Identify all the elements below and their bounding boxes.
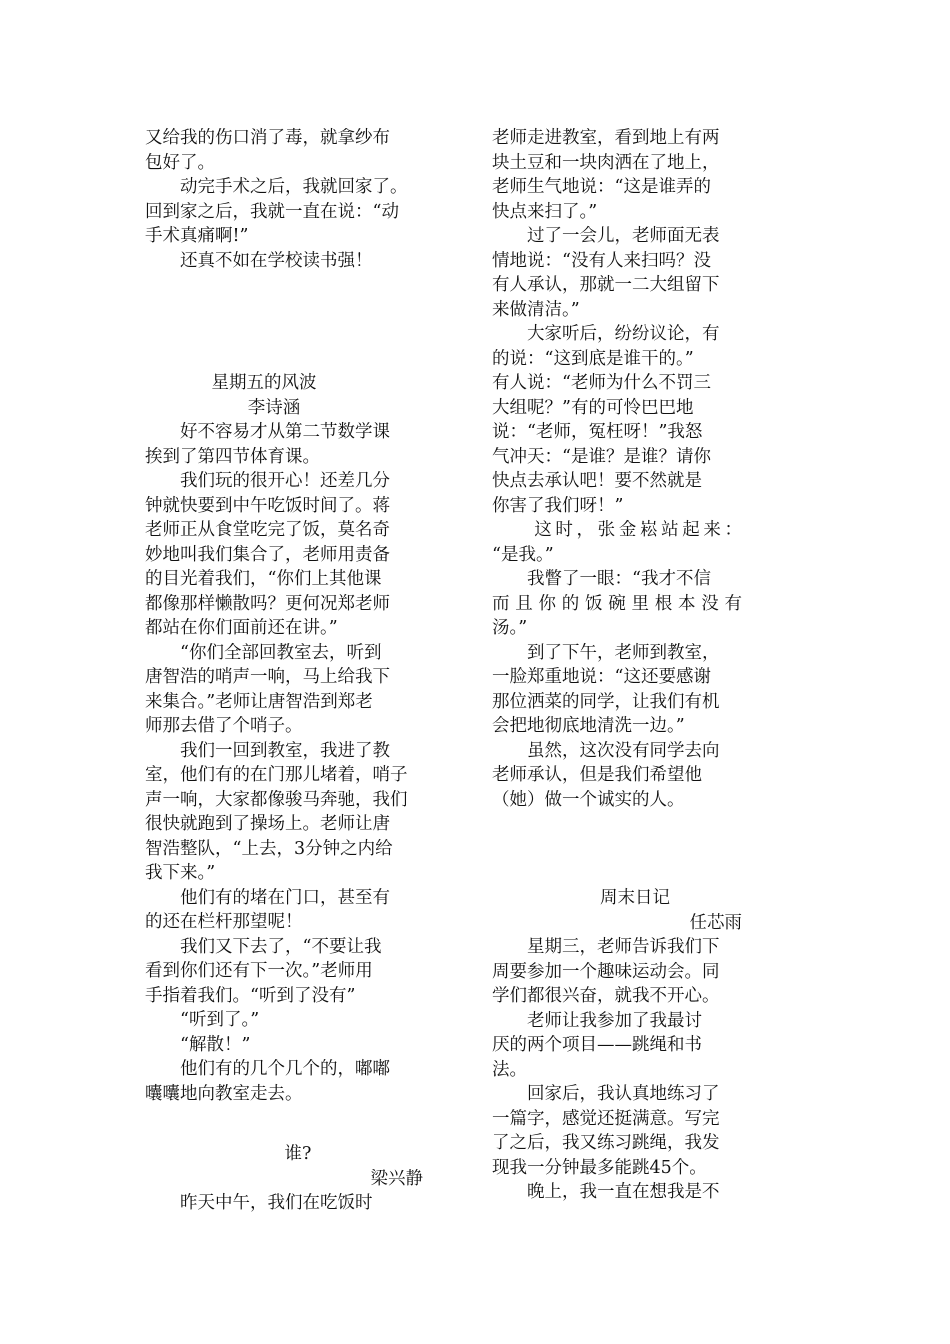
- text-line: 虽然，这次没有同学去向: [492, 740, 720, 761]
- text-line: 囔囔地向教室走去。: [145, 1083, 303, 1104]
- story-author: 梁兴静: [370, 1168, 423, 1189]
- text-line: 回到家之后，我就一直在说：“动: [145, 201, 399, 222]
- text-line: （她）做一个诚实的人。: [492, 789, 685, 810]
- text-line: 我下来。”: [145, 863, 216, 883]
- text-line: 到了下午，老师到教室，: [492, 642, 720, 663]
- text-line: 室，他们有的在门那儿堵着，哨子: [145, 765, 408, 785]
- text-line: 唐智浩的哨声一响，马上给我下: [145, 667, 390, 687]
- text-line: 的目光着我们，“你们上其他课: [145, 569, 382, 589]
- text-line: 晚上，我一直在想我是不: [492, 1182, 720, 1202]
- text-line: 他们有的几个几个的，嘟嘟: [145, 1059, 390, 1079]
- text-line: 老师走进教室，看到地上有两: [492, 128, 720, 148]
- left-column: [145, 126, 423, 1216]
- text-line: 学们都很兴奋，就我不开心。: [492, 986, 720, 1006]
- text-line: 又给我的伤口消了毒，就拿纱布: [145, 128, 390, 148]
- text-line: 还真不如在学校读书强！: [145, 250, 373, 271]
- text-line: 老师承认，但是我们希望他: [492, 765, 702, 785]
- text-line: “解散！”: [145, 1034, 251, 1055]
- story-who: [145, 1142, 423, 1216]
- text-line: 老师生气地说：“这是谁弄的: [492, 177, 711, 197]
- text-line: 他们有的堵在门口，甚至有: [145, 887, 390, 908]
- text-line: 都站在你们面前还在讲。”: [145, 618, 338, 638]
- story-friday: [145, 371, 423, 1106]
- right-column: [492, 126, 742, 1205]
- text-line: 那位洒菜的同学，让我们有机: [492, 691, 720, 712]
- text-line: 现我一分钟最多能跳45个。: [492, 1157, 707, 1178]
- text-line: 大家听后，纷纷议论，有: [492, 324, 720, 344]
- text-line: 块土豆和一块肉洒在了地上，: [492, 152, 720, 173]
- text-line: 我瞥了一眼：“我才不信: [492, 569, 711, 589]
- text-line: 昨天中午，我们在吃饭时: [145, 1193, 373, 1213]
- text-line: 情地说：“没有人来扫吗？没: [492, 250, 711, 271]
- text-line: 一脸郑重地说：“这还要感谢: [492, 667, 711, 687]
- text-line: 很快就跑到了操场上。老师让唐: [145, 814, 390, 834]
- text-line: 手指着我们。“听到了没有”: [145, 985, 356, 1006]
- text-line: 这时，张金崧站起来：: [492, 520, 742, 540]
- text-line: 好不容易才从第二节数学课: [145, 422, 390, 442]
- text-line: 一篇字，感觉还挺满意。写完: [492, 1108, 720, 1129]
- text-line: “听到了。”: [145, 1010, 260, 1030]
- text-line: 会把地彻底地清洗一边。”: [492, 716, 685, 736]
- prev-story-end: [145, 126, 423, 273]
- story-title: 谁?: [284, 1144, 312, 1164]
- text-line: 都像那样懒散吗？更何况郑老师: [145, 593, 390, 614]
- text-line: 老师正从食堂吃完了饭，莫名奇: [145, 520, 390, 540]
- story-who-continued: [492, 126, 742, 812]
- text-line: 而且你的饭碗里根本没有: [492, 593, 742, 614]
- text-line: 有人说：“老师为什么不罚三: [492, 373, 711, 393]
- text-line: “是我。”: [492, 544, 554, 565]
- text-line: 老师让我参加了我最讨: [492, 1010, 702, 1031]
- text-line: 来集合。”老师让唐智浩到郑老: [145, 691, 373, 712]
- text-line: 的还在栏杆那望呢！: [145, 912, 303, 932]
- text-line: 看到你们还有下一次。”老师用: [145, 961, 373, 981]
- text-line: 手术真痛啊!”: [145, 226, 249, 246]
- text-line: “你们全部回教室去，听到: [145, 642, 382, 663]
- text-line: 我们又下去了，“不要让我: [145, 936, 382, 957]
- text-line: 厌的两个项目——跳绳和书: [492, 1035, 702, 1055]
- text-line: 来做清洁。”: [492, 299, 580, 320]
- text-line: 钟就快要到中午吃饭时间了。蒋: [145, 495, 390, 516]
- text-line: 说：“老师，冤枉呀！”我怒: [492, 422, 703, 442]
- text-line: 快点去承认吧！要不然就是: [492, 471, 702, 491]
- text-line: 挨到了第四节体育课。: [145, 446, 320, 467]
- text-line: 过了一会儿，老师面无表: [492, 226, 720, 246]
- text-line: 师那去借了个哨子。: [145, 716, 303, 736]
- text-line: 声一响，大家都像骏马奔驰，我们: [145, 789, 408, 810]
- text-line: 包好了。: [145, 152, 215, 173]
- text-line: 我们一回到教室，我进了教: [145, 740, 390, 761]
- story-author: 李诗涵: [247, 397, 301, 418]
- story-author: 任芯雨: [689, 912, 742, 933]
- story-weekend-diary: [492, 886, 742, 1205]
- story-title: 周末日记: [600, 888, 670, 908]
- text-line: 你害了我们呀！”: [492, 495, 624, 516]
- text-line: 有人承认，那就一二大组留下: [492, 275, 720, 295]
- text-line: 回家后，我认真地练习了: [492, 1084, 720, 1104]
- text-line: 的说：“这到底是谁干的。”: [492, 348, 694, 369]
- text-line: 动完手术之后，我就回家了。: [145, 177, 408, 197]
- text-line: 了之后，我又练习跳绳，我发: [492, 1133, 720, 1153]
- text-line: 周要参加一个趣味运动会。同: [492, 961, 720, 982]
- text-line: 汤。”: [492, 618, 528, 638]
- text-line: 快点来扫了。”: [492, 201, 598, 222]
- story-title: 星期五的风波: [211, 373, 317, 393]
- text-line: 我们玩的很开心！还差几分: [145, 471, 390, 491]
- text-line: 大组呢？”有的可怜巴巴地: [492, 397, 694, 418]
- text-line: 妙地叫我们集合了，老师用责备: [145, 544, 390, 565]
- text-line: 法。: [492, 1059, 527, 1080]
- text-line: 星期三，老师告诉我们下: [492, 937, 720, 957]
- text-line: 气冲天：“是谁？是谁？请你: [492, 446, 711, 467]
- text-line: 智浩整队，“上去，3分钟之内给: [145, 838, 393, 859]
